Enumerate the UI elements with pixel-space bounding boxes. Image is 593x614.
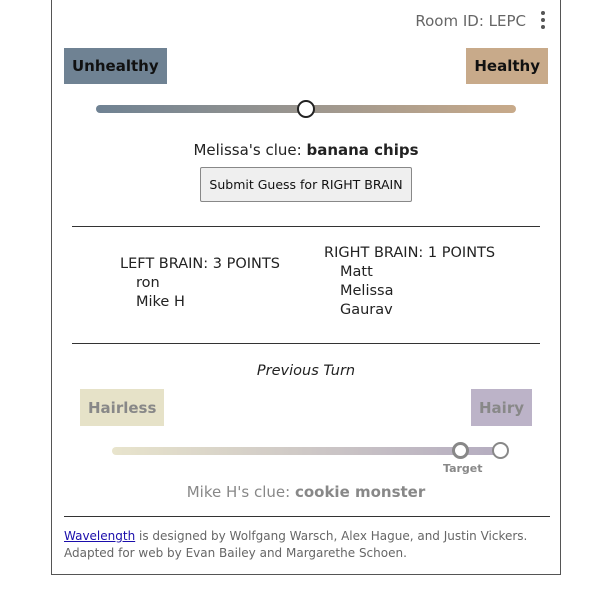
previous-guess-marker: [492, 442, 509, 459]
submit-guess-button[interactable]: Submit Guess for RIGHT BRAIN: [200, 167, 412, 202]
team-member: Melissa: [340, 283, 394, 299]
room-id: Room ID: LEPC: [415, 12, 526, 30]
previous-right-label: Hairy: [471, 389, 532, 426]
guess-slider-handle[interactable]: [297, 100, 315, 118]
team-member: Gaurav: [340, 302, 393, 318]
more-menu-icon[interactable]: [540, 11, 546, 29]
previous-turn-title: Previous Turn: [256, 363, 356, 379]
team-member: Matt: [340, 264, 373, 280]
target-label: Target: [443, 462, 483, 475]
target-marker: [452, 442, 469, 459]
left-brain-team: [120, 256, 280, 310]
wavelength-link[interactable]: Wavelength: [64, 529, 136, 543]
clue-prefix: Mike H's clue:: [186, 483, 295, 501]
previous-clue: [52, 483, 560, 501]
previous-left-label: Hairless: [80, 389, 164, 426]
credits-line: is designed by Wolfgang Warsch, Alex Hague, and Justin Vickers.: [135, 529, 528, 543]
clue-prefix: Melissa's clue:: [193, 141, 307, 159]
previous-slider-track: [112, 447, 502, 455]
footer-divider: [64, 516, 550, 517]
clue-text: banana chips: [306, 141, 419, 159]
clue-text: cookie monster: [294, 483, 426, 501]
right-brain-team: [324, 245, 495, 318]
divider: [72, 226, 540, 227]
right-team-title: RIGHT BRAIN: 1 POINTS: [324, 245, 496, 261]
team-member: Mike H: [136, 294, 185, 310]
game-panel: [51, 0, 561, 575]
left-team-title: LEFT BRAIN: 3 POINTS: [120, 256, 280, 272]
credits-adapted: Adapted for web by Evan Bailey and Margarethe Schoen.: [64, 546, 407, 560]
left-spectrum-label: Unhealthy: [64, 48, 167, 84]
current-clue: [52, 141, 560, 159]
team-member: ron: [136, 275, 160, 291]
right-spectrum-label: Healthy: [466, 48, 548, 84]
footer: [64, 528, 544, 562]
divider: [72, 343, 540, 344]
